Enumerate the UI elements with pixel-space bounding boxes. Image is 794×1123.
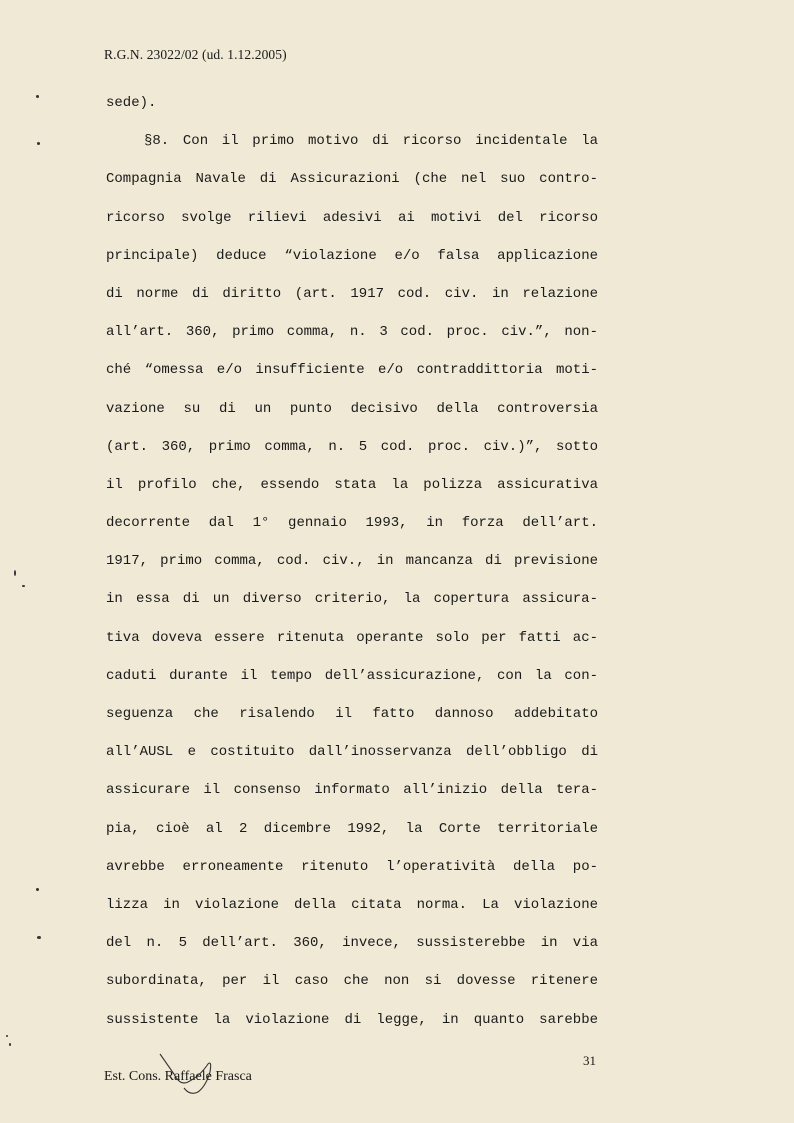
text-line: lizza in violazione della citata norma. La violazione	[106, 896, 598, 913]
text-line: seguenza che risalendo il fatto dannoso addebitato	[106, 706, 598, 722]
text-line: Compagnia Navale di Assicurazioni (che nel suo contro-	[106, 171, 598, 188]
scan-speck	[36, 95, 39, 98]
scan-speck	[37, 936, 41, 939]
text-line: tiva doveva essere ritenuta operante solo per fatti ac-	[106, 629, 598, 646]
scan-speck	[22, 585, 25, 587]
page-number: 31	[583, 1053, 596, 1068]
signature-line: Est. Cons. Raffaele Frasca	[104, 1069, 252, 1084]
text-line: vazione su di un punto decisivo della controversia	[106, 400, 598, 417]
text-line: 1917, primo comma, cod. civ., in mancanza di previsione	[106, 553, 598, 570]
text-line: decorrente dal 1° gennaio 1993, in forza dell’art.	[106, 515, 598, 532]
text-line: pia, cioè al 2 dicembre 1992, la Corte territoriale	[106, 820, 598, 837]
text-line: assicurare il consenso informato all’inizio della tera-	[106, 782, 598, 799]
text-line: avrebbe erroneamente ritenuto l’operatività della po-	[106, 858, 598, 875]
text-line: all’art. 360, primo comma, n. 3 cod. proc. civ.”, non-	[106, 324, 598, 341]
scan-speck	[6, 1035, 8, 1037]
text-line: del n. 5 dell’art. 360, invece, sussisterebbe in via	[106, 935, 598, 952]
text-line: sede).	[106, 95, 157, 111]
text-line: subordinata, per il caso che non si dovesse ritenere	[106, 973, 598, 990]
text-line: all’AUSL e costituito dall’inosservanza dell’obbligo di	[106, 744, 598, 761]
scan-speck	[36, 888, 39, 891]
case-reference: R.G.N. 23022/02 (ud. 1.12.2005)	[104, 47, 287, 62]
scan-speck	[37, 142, 40, 145]
text-line: ricorso svolge rilievi adesivi ai motivi del ricorso	[106, 209, 598, 226]
text-line: di norme di diritto (art. 1917 cod. civ. in relazione	[106, 285, 598, 302]
text-line: sussistente la violazione di legge, in quanto sarebbe	[106, 1011, 598, 1028]
document-body	[106, 91, 598, 1046]
scan-speck	[14, 570, 16, 576]
text-line: (art. 360, primo comma, n. 5 cod. proc. civ.)”, sotto	[106, 438, 598, 455]
text-line: ché “omessa e/o insufficiente e/o contraddittoria moti-	[106, 362, 598, 379]
text-line: §8. Con il primo motivo di ricorso incidentale la	[144, 133, 598, 150]
text-line: caduti durante il tempo dell’assicurazione, con la con-	[106, 667, 598, 684]
text-line: in essa di un diverso criterio, la copertura assicura-	[106, 591, 598, 608]
scan-speck	[9, 1043, 11, 1046]
text-line: principale) deduce “violazione e/o falsa applicazione	[106, 247, 598, 264]
text-line: il profilo che, essendo stata la polizza assicurativa	[106, 476, 598, 493]
